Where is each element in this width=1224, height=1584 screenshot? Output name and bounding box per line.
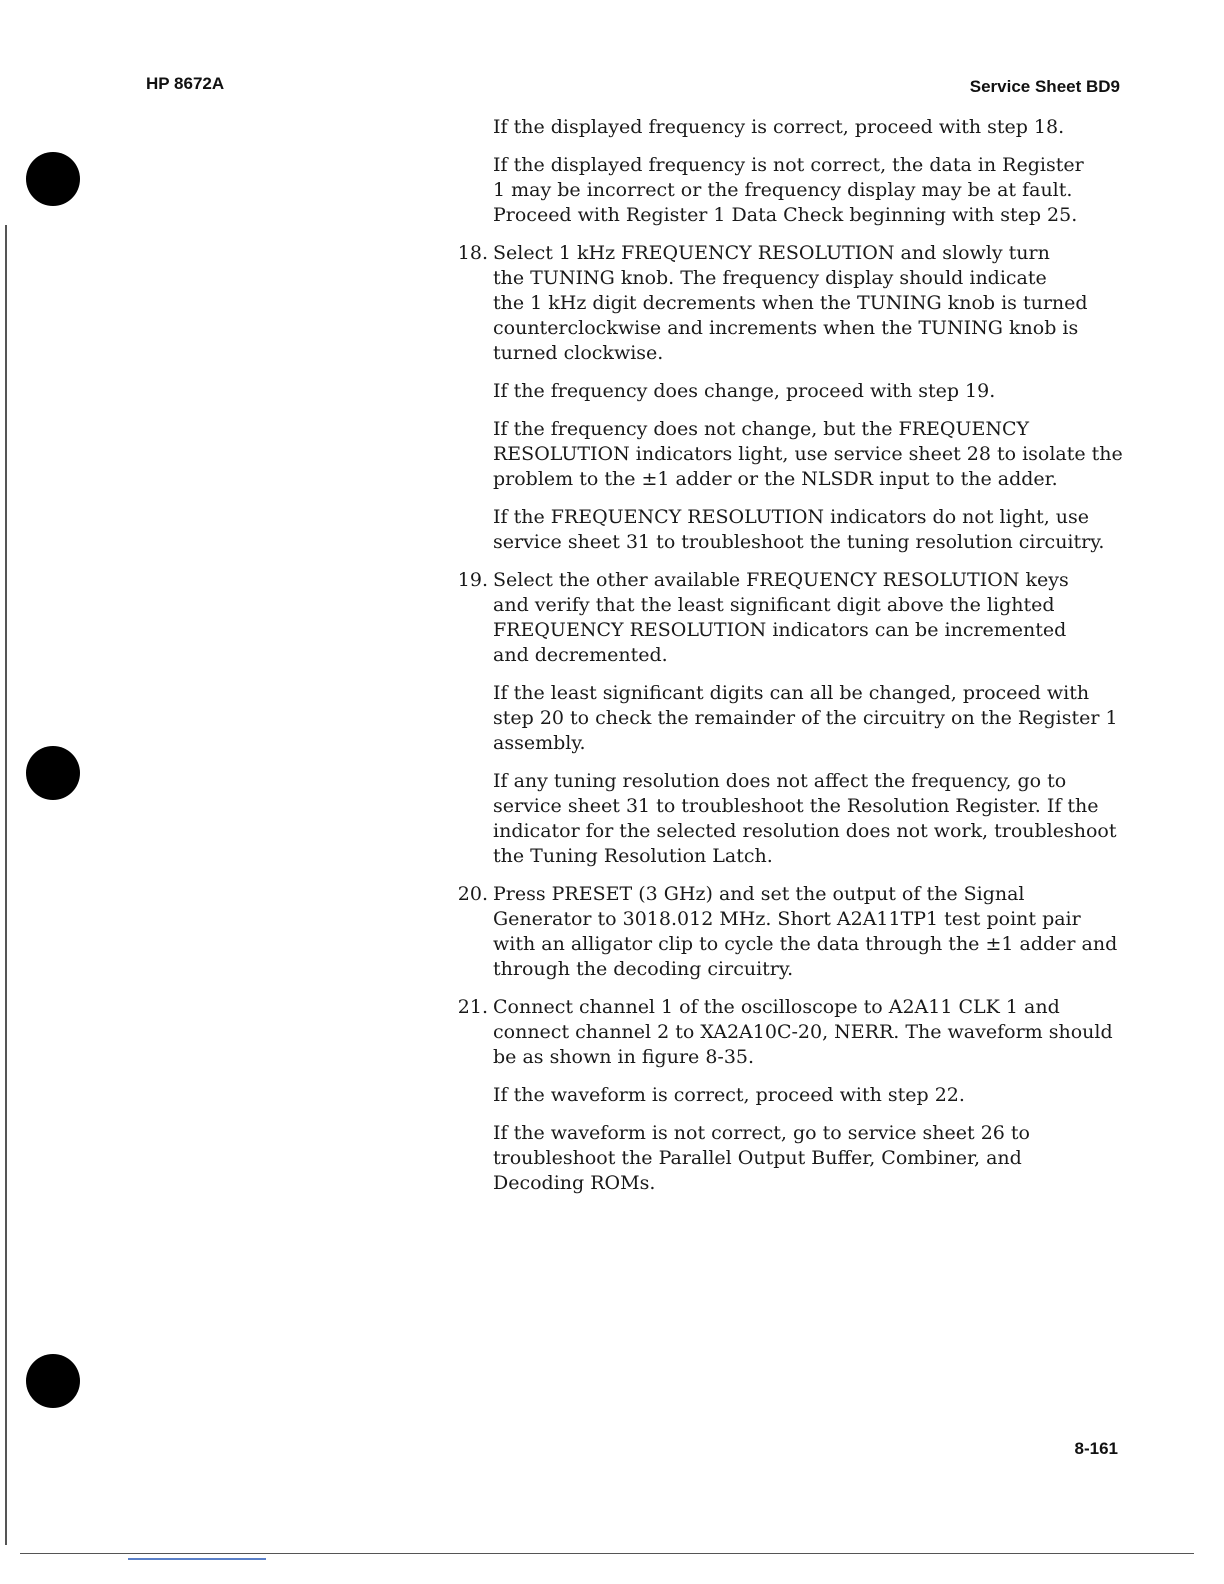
step-text: Select the other available FREQUENCY RESOLUTION keys and verify that the least significant digit above the lighted FREQUENCY RESOLUTION indicators can be incremented and decremented. [493, 569, 1069, 666]
paragraph: If the frequency does change, proceed with step 19. [493, 380, 996, 402]
paragraph: If the waveform is correct, proceed with step 22. [493, 1084, 965, 1106]
paragraph: If the frequency does not change, but the FREQUENCY RESOLUTION indicators light, use service sheet 28 to isolate the problem to the ±1 adder or the NLSDR input to the adder. [493, 418, 1123, 490]
step-text: Select 1 kHz FREQUENCY RESOLUTION and slowly turn the TUNING knob. The frequency display should indicate the 1 kHz digit decrements when the TUNING knob is turned counterclockwise and increments when the TUNING knob is turned clockwise. [493, 242, 1088, 364]
page-number: 8-161 [1074, 1439, 1118, 1458]
paragraph: If the waveform is not correct, go to service sheet 26 to troubleshoot the Parallel Output Buffer, Combiner, and Decoding ROMs. [493, 1122, 1030, 1194]
paragraph: If the displayed frequency is not correct, the data in Register 1 may be incorrect or the frequency display may be at fault. Proceed with Register 1 Data Check beginning with step 25. [493, 154, 1084, 226]
step-number: 18. [457, 242, 488, 264]
punch-hole-bottom [26, 1354, 80, 1408]
step-text: Connect channel 1 of the oscilloscope to A2A11 CLK 1 and connect channel 2 to XA2A10C-20, NERR. The waveform should be as shown in figure 8-35. [493, 996, 1113, 1068]
step-number: 21. [457, 996, 488, 1018]
left-margin-rule [5, 225, 7, 1545]
bottom-rule-accent [128, 1558, 266, 1560]
header-model: HP 8672A [146, 74, 225, 93]
step-number: 19. [457, 569, 488, 591]
step-text: Press PRESET (3 GHz) and set the output of the Signal Generator to 3018.012 MHz. Short A2A11TP1 test point pair with an alligator clip to cycle the data through the ±1 adder and through the decoding circuitry. [493, 883, 1118, 980]
paragraph: If the displayed frequency is correct, proceed with step 18. [493, 116, 1065, 138]
paragraph: If any tuning resolution does not affect the frequency, go to service sheet 31 to troubleshoot the Resolution Register. If the indicator for the selected resolution does not work, troubleshoot the Tuning Resolution Latch. [493, 770, 1117, 867]
paragraph: If the FREQUENCY RESOLUTION indicators do not light, use service sheet 31 to troubleshoot the tuning resolution circuitry. [493, 506, 1105, 553]
page-body [457, 115, 1133, 1209]
step-18 [457, 241, 1133, 366]
step-21 [457, 995, 1133, 1070]
punch-hole-middle [26, 746, 80, 800]
step-19 [457, 568, 1133, 668]
paragraph: If the least significant digits can all be changed, proceed with step 20 to check the remainder of the circuitry on the Register 1 assembly. [493, 682, 1118, 754]
step-number: 20. [457, 883, 488, 905]
header-section: Service Sheet BD9 [969, 77, 1120, 96]
punch-hole-top [26, 152, 80, 206]
step-20 [457, 882, 1133, 982]
bottom-rule [20, 1553, 1194, 1554]
